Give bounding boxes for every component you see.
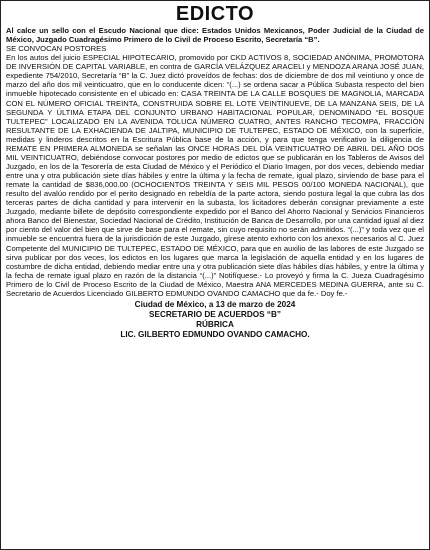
- notice-paragraph: En los autos del juicio ESPECIAL HIPOTECARIO, promovido por CKD ACTIVOS 8, SOCIEDAD ANÓNIMA, PROMOTORA DE INVERSIÓN DE CAPITAL VARIABLE, en contra de GARCÍA VELÁZQUEZ ARACELI y MENDOZA ARANA JOSÉ JUAN, expediente 754/2010, Secretaría “B” la C. Juez dictó proveídos de fechas: dos de diciembre de dos mil veintiuno y once de marzo del año dos mil veinticuatro, que en lo conducente dicen: “(...) se ordena sacar a Pública Subasta respecto del bien inmueble hipotecado consistente en el ubicado en: CASA TREINTA DE LA CALLE BOSQUES DE MAGNOLIA, MARCADA CON EL NÚMERO OFICIAL TREINTA, CONSTRUIDA SOBRE EL LOTE VEINTINUEVE, DE LA MANZANA SEIS, DE LA SEGUNDA Y ÚLTIMA ETAPA DEL CONJUNTO URBANO HABITACIONAL POPULAR, DENOMINADO “EL BOSQUE TULTEPEC” LOCALIZADO EN LA AVENIDA TOLUCA NÚMERO CUATRO, ANTES RANCHO TECOMPA, FRACCIÓN RESULTANTE DE LA EXHACIENDA DE JALTIPA, MUNICIPIO DE TULTEPEC, ESTADO DE MÉXICO, con la superficie, medidas y linderos descritos en la Escritura Pública base de la acción, y para que tenga verificativo la diligencia de REMATE EN PRIMERA ALMONEDA se señalan las ONCE HORAS DEL DÍA VEINTICUATRO DE ABRIL DEL AÑO DOS MIL VEINTICUATRO, debiéndose convocar postores por medio de edictos que se publicarán en los Tableros de Avisos del Juzgado, en los de la Tesorería de esta Ciudad de México y el Periódico el Diario Imagen, por dos veces, debiendo mediar entre una y otra publicación siete días hábiles y entre la última y la fecha de remate, igual plazo, sirviendo de base para el remate la cantidad de $836,000.00 (OCHOCIENTOS TREINTA Y SEIS MIL PESOS 00/100 MONEDA NACIONAL), que resulto del avalúo rendido por el perito designado en rebeldía de la parte actora, siendo postura legal la que cubra las dos terceras partes de dicha cantidad y para intervenir en la subasta, los licitadores deberán consignar previamente a este Juzgado, mediante billete de depósito correspondiente expedido por el Banco del Ahorro Nacional y Servicios Financieros ahora Banco del Bienestar, Sociedad Nacional de Crédito, Institución de Banca de Desarrollo, por una cantidad igual al diez por ciento del valor del bien que sirve de base para el remate, sin cuyo requisito no serán admitidos. “(...)” y toda vez que el inmueble se encuentra fuera de la jurisdicción de este Juzgado, gírese atento exhorto con los anexos necesarios al C. Juez Competente del MUNICIPIO DE TULTEPEC, ESTADO DE MÉXICO, para que en auxilio de las labores de este Juzgado se sirva publicar por dos veces, los edictos en los lugares que marca la legislación de aquella entidad y en los lugares de costumbre de dicha entidad, debiendo mediar entre una y otra publicación siete días hábiles días hábiles, y entre la última y la fecha de remate igual plazo en razón de la distancia “(...)” Notifíquese.- Lo proveyó y firma la C. Jueza Cuadragésimo Primero de lo Civil de Proceso Escrito de la Ciudad de México, Maestra ANA MERCEDES MEDINA GUERRA, ante su C. Secretario de Acuerdos Licenciado GILBERTO EDMUNDO OVANDO CAMACHO que da fe.- Doy fe.-: [6, 53, 424, 298]
- place-date: Ciudad de México, a 13 de marzo de 2024: [134, 299, 296, 309]
- convocan-heading: SE CONVOCAN POSTORES: [6, 44, 107, 54]
- notice-body: [6, 26, 424, 298]
- signature-block: [6, 300, 424, 340]
- rubrica-label: RÚBRICA: [196, 319, 234, 329]
- secretary-title: SECRETARIO DE ACUERDOS “B”: [149, 309, 281, 319]
- seal-intro: Al calce un sello con el Escudo Nacional que dice: Estados Unidos Mexicanos, Poder Judicial de la Ciudad de México, Juzgado Cuadragésimo Primero de lo Civil de Proceso Escrito, Secretaría “B”.: [6, 26, 424, 45]
- signatory-name: LIC. GILBERTO EDMUNDO OVANDO CAMACHO.: [120, 329, 310, 339]
- page-title: EDICTO: [175, 3, 255, 25]
